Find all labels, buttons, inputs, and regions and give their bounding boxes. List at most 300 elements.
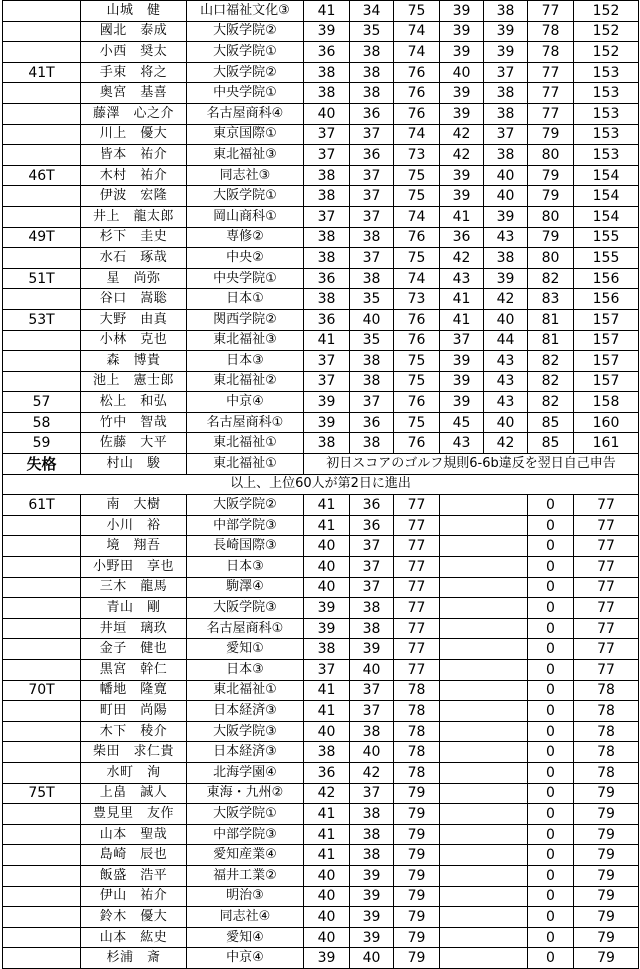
- day2-blank-cell: [440, 701, 528, 722]
- position-cell: 46T: [3, 165, 81, 186]
- round2-score-cell: 37: [350, 680, 394, 701]
- table-row: [3, 536, 639, 557]
- disqualification-note: 初日スコアのゴルフ規則6-6b違反を翌日自己申告: [304, 454, 639, 475]
- day2-total-cell: 0: [528, 948, 574, 969]
- table-row: [3, 330, 639, 351]
- day2-total-cell: 78: [528, 21, 574, 42]
- position-cell: [3, 289, 81, 310]
- table-row: [3, 762, 639, 783]
- round1-score-cell: 36: [304, 268, 350, 289]
- day2-blank-cell: [440, 804, 528, 825]
- day1-total-cell: 74: [394, 21, 440, 42]
- day2-blank-cell: [440, 660, 528, 681]
- day2-total-cell: 0: [528, 680, 574, 701]
- round4-score-cell: 43: [484, 392, 528, 413]
- player-name-cell: 鈴木 優大: [81, 907, 187, 928]
- position-cell: [3, 804, 81, 825]
- round1-score-cell: 41: [304, 804, 350, 825]
- day1-total-cell: 74: [394, 206, 440, 227]
- grand-total-cell: 78: [574, 701, 639, 722]
- day1-total-cell: 79: [394, 927, 440, 948]
- player-name-cell: 島崎 辰也: [81, 845, 187, 866]
- player-name-cell: 青山 剛: [81, 598, 187, 619]
- player-name-cell: 水町 洵: [81, 762, 187, 783]
- table-row: [3, 495, 639, 516]
- school-cell: 大阪学院②: [187, 21, 304, 42]
- grand-total-cell: 152: [574, 1, 639, 22]
- day2-total-cell: 0: [528, 721, 574, 742]
- school-cell: 中京④: [187, 392, 304, 413]
- day1-total-cell: 78: [394, 701, 440, 722]
- round4-score-cell: 40: [484, 186, 528, 207]
- round4-score-cell: 43: [484, 371, 528, 392]
- day1-total-cell: 74: [394, 268, 440, 289]
- player-name-cell: 黒宮 幹仁: [81, 660, 187, 681]
- day1-total-cell: 74: [394, 124, 440, 145]
- position-cell: [3, 845, 81, 866]
- table-row: [3, 824, 639, 845]
- player-name-cell: 井上 龍太郎: [81, 206, 187, 227]
- school-cell: 中央学院①: [187, 83, 304, 104]
- day2-blank-cell: [440, 515, 528, 536]
- player-name-cell: 豊見里 友作: [81, 804, 187, 825]
- grand-total-cell: 79: [574, 886, 639, 907]
- school-cell: 大阪学院③: [187, 598, 304, 619]
- round1-score-cell: 37: [304, 145, 350, 166]
- day1-total-cell: 77: [394, 639, 440, 660]
- round1-score-cell: 41: [304, 680, 350, 701]
- round1-score-cell: 36: [304, 42, 350, 63]
- table-row: [3, 289, 639, 310]
- table-row: [3, 392, 639, 413]
- grand-total-cell: 77: [574, 598, 639, 619]
- round4-score-cell: 39: [484, 42, 528, 63]
- school-cell: 北海学園④: [187, 762, 304, 783]
- day1-total-cell: 74: [394, 42, 440, 63]
- table-row: [3, 165, 639, 186]
- school-cell: 日本③: [187, 351, 304, 372]
- grand-total-cell: 153: [574, 124, 639, 145]
- round4-score-cell: 37: [484, 62, 528, 83]
- grand-total-cell: 152: [574, 42, 639, 63]
- table-row: [3, 886, 639, 907]
- position-cell: [3, 948, 81, 969]
- grand-total-cell: 153: [574, 83, 639, 104]
- player-name-cell: 川上 優大: [81, 124, 187, 145]
- round4-score-cell: 38: [484, 145, 528, 166]
- day2-total-cell: 78: [528, 42, 574, 63]
- school-cell: 日本①: [187, 289, 304, 310]
- round4-score-cell: 38: [484, 83, 528, 104]
- round3-score-cell: 39: [440, 165, 484, 186]
- round1-score-cell: 39: [304, 948, 350, 969]
- player-name-cell: 山本 聖哉: [81, 824, 187, 845]
- player-name-cell: 竹中 智哉: [81, 412, 187, 433]
- player-name-cell: 木村 祐介: [81, 165, 187, 186]
- round1-score-cell: 40: [304, 721, 350, 742]
- round1-score-cell: 39: [304, 618, 350, 639]
- day2-total-cell: 0: [528, 598, 574, 619]
- table-row: [3, 268, 639, 289]
- day1-total-cell: 77: [394, 598, 440, 619]
- round4-score-cell: 40: [484, 309, 528, 330]
- day2-blank-cell: [440, 907, 528, 928]
- round1-score-cell: 40: [304, 577, 350, 598]
- round2-score-cell: 36: [350, 495, 394, 516]
- grand-total-cell: 78: [574, 721, 639, 742]
- round2-score-cell: 40: [350, 660, 394, 681]
- day1-total-cell: 77: [394, 536, 440, 557]
- player-name-cell: 池上 憲士郎: [81, 371, 187, 392]
- day1-total-cell: 76: [394, 392, 440, 413]
- player-name-cell: 國北 泰成: [81, 21, 187, 42]
- day2-total-cell: 82: [528, 351, 574, 372]
- round3-score-cell: 39: [440, 1, 484, 22]
- table-row: [3, 845, 639, 866]
- round2-score-cell: 37: [350, 577, 394, 598]
- day2-total-cell: 82: [528, 371, 574, 392]
- round4-score-cell: 42: [484, 289, 528, 310]
- position-cell: 59: [3, 433, 81, 454]
- grand-total-cell: 156: [574, 268, 639, 289]
- grand-total-cell: 79: [574, 948, 639, 969]
- table-row: [3, 103, 639, 124]
- school-cell: 名古屋商科④: [187, 103, 304, 124]
- round4-score-cell: 38: [484, 248, 528, 269]
- round1-score-cell: 39: [304, 598, 350, 619]
- round2-score-cell: 39: [350, 886, 394, 907]
- round1-score-cell: 41: [304, 495, 350, 516]
- round3-score-cell: 41: [440, 289, 484, 310]
- table-row: [3, 865, 639, 886]
- round1-score-cell: 36: [304, 309, 350, 330]
- day1-total-cell: 79: [394, 865, 440, 886]
- round1-score-cell: 38: [304, 165, 350, 186]
- day2-total-cell: 80: [528, 206, 574, 227]
- school-cell: 愛知産業④: [187, 845, 304, 866]
- round1-score-cell: 41: [304, 515, 350, 536]
- day2-blank-cell: [440, 577, 528, 598]
- player-name-cell: 奥宮 基喜: [81, 83, 187, 104]
- round3-score-cell: 39: [440, 103, 484, 124]
- position-cell: [3, 1, 81, 22]
- round2-score-cell: 38: [350, 721, 394, 742]
- table-row: [3, 701, 639, 722]
- round1-score-cell: 36: [304, 762, 350, 783]
- day1-total-cell: 78: [394, 721, 440, 742]
- position-cell: [3, 536, 81, 557]
- day2-total-cell: 0: [528, 762, 574, 783]
- round2-score-cell: 38: [350, 824, 394, 845]
- school-cell: 愛知④: [187, 927, 304, 948]
- day1-total-cell: 73: [394, 145, 440, 166]
- round2-score-cell: 38: [350, 618, 394, 639]
- table-row: [3, 42, 639, 63]
- player-name-cell: 谷口 嵩聡: [81, 289, 187, 310]
- results-table: [2, 0, 639, 969]
- table-row: [3, 309, 639, 330]
- table-row: [3, 680, 639, 701]
- school-cell: 岡山商科①: [187, 206, 304, 227]
- round4-score-cell: 38: [484, 1, 528, 22]
- round3-score-cell: 37: [440, 330, 484, 351]
- round3-score-cell: 40: [440, 62, 484, 83]
- round2-score-cell: 39: [350, 907, 394, 928]
- position-cell: 53T: [3, 309, 81, 330]
- position-cell: 61T: [3, 495, 81, 516]
- position-cell: [3, 639, 81, 660]
- day2-blank-cell: [440, 845, 528, 866]
- school-cell: 中央学院①: [187, 268, 304, 289]
- table-row: [3, 907, 639, 928]
- round1-score-cell: 40: [304, 536, 350, 557]
- day2-blank-cell: [440, 598, 528, 619]
- round3-score-cell: 39: [440, 392, 484, 413]
- position-cell: 41T: [3, 62, 81, 83]
- day1-total-cell: 76: [394, 227, 440, 248]
- day2-total-cell: 0: [528, 845, 574, 866]
- table-row: [3, 804, 639, 825]
- position-cell: 57: [3, 392, 81, 413]
- day1-total-cell: 75: [394, 186, 440, 207]
- grand-total-cell: 77: [574, 577, 639, 598]
- round3-score-cell: 42: [440, 145, 484, 166]
- table-row: [3, 227, 639, 248]
- school-cell: 日本経済③: [187, 742, 304, 763]
- day2-total-cell: 0: [528, 660, 574, 681]
- player-name-cell: 伊山 祐介: [81, 886, 187, 907]
- position-cell: [3, 865, 81, 886]
- position-cell: 49T: [3, 227, 81, 248]
- round4-score-cell: 43: [484, 351, 528, 372]
- grand-total-cell: 160: [574, 412, 639, 433]
- player-name-cell: 山本 紘史: [81, 927, 187, 948]
- grand-total-cell: 161: [574, 433, 639, 454]
- round2-score-cell: 38: [350, 845, 394, 866]
- day1-total-cell: 76: [394, 83, 440, 104]
- position-cell: [3, 248, 81, 269]
- round2-score-cell: 38: [350, 804, 394, 825]
- day1-total-cell: 76: [394, 330, 440, 351]
- round3-score-cell: 39: [440, 351, 484, 372]
- round2-score-cell: 38: [350, 371, 394, 392]
- round3-score-cell: 39: [440, 42, 484, 63]
- day2-total-cell: 0: [528, 804, 574, 825]
- day2-total-cell: 0: [528, 886, 574, 907]
- round3-score-cell: 41: [440, 206, 484, 227]
- grand-total-cell: 79: [574, 824, 639, 845]
- day2-blank-cell: [440, 639, 528, 660]
- round2-score-cell: 37: [350, 392, 394, 413]
- position-cell: [3, 660, 81, 681]
- round2-score-cell: 38: [350, 268, 394, 289]
- round1-score-cell: 41: [304, 1, 350, 22]
- cut-line-row: [3, 474, 639, 495]
- day2-total-cell: 81: [528, 330, 574, 351]
- round2-score-cell: 35: [350, 21, 394, 42]
- school-cell: 同志社③: [187, 165, 304, 186]
- round1-score-cell: 40: [304, 886, 350, 907]
- player-name-cell: 柴田 求仁貴: [81, 742, 187, 763]
- round2-score-cell: 40: [350, 948, 394, 969]
- grand-total-cell: 155: [574, 227, 639, 248]
- position-cell: [3, 515, 81, 536]
- day1-total-cell: 76: [394, 103, 440, 124]
- position-cell: [3, 557, 81, 578]
- round1-score-cell: 38: [304, 227, 350, 248]
- round2-score-cell: 37: [350, 701, 394, 722]
- school-cell: 中京④: [187, 948, 304, 969]
- school-cell: 東北福祉①: [187, 433, 304, 454]
- player-name-cell: 村山 駿: [81, 454, 187, 475]
- round2-score-cell: 36: [350, 515, 394, 536]
- day2-total-cell: 0: [528, 907, 574, 928]
- day2-total-cell: 77: [528, 83, 574, 104]
- school-cell: 駒澤④: [187, 577, 304, 598]
- player-name-cell: 小林 克也: [81, 330, 187, 351]
- school-cell: 同志社④: [187, 907, 304, 928]
- player-name-cell: 杉浦 斎: [81, 948, 187, 969]
- round3-score-cell: 42: [440, 124, 484, 145]
- round1-score-cell: 41: [304, 701, 350, 722]
- table-row: [3, 927, 639, 948]
- position-cell: [3, 330, 81, 351]
- day1-total-cell: 79: [394, 783, 440, 804]
- school-cell: 中部学院③: [187, 515, 304, 536]
- position-cell: [3, 701, 81, 722]
- round3-score-cell: 39: [440, 186, 484, 207]
- round3-score-cell: 45: [440, 412, 484, 433]
- day1-total-cell: 75: [394, 248, 440, 269]
- round2-score-cell: 39: [350, 927, 394, 948]
- position-cell: [3, 145, 81, 166]
- player-name-cell: 井垣 璃玖: [81, 618, 187, 639]
- position-cell: 58: [3, 412, 81, 433]
- round3-score-cell: 43: [440, 268, 484, 289]
- round2-score-cell: 36: [350, 145, 394, 166]
- round2-score-cell: 40: [350, 742, 394, 763]
- player-name-cell: 木下 稜介: [81, 721, 187, 742]
- position-cell: [3, 762, 81, 783]
- player-name-cell: 金子 健也: [81, 639, 187, 660]
- school-cell: 福井工業②: [187, 865, 304, 886]
- day1-total-cell: 79: [394, 804, 440, 825]
- day1-total-cell: 79: [394, 845, 440, 866]
- day2-total-cell: 83: [528, 289, 574, 310]
- day2-total-cell: 0: [528, 701, 574, 722]
- round2-score-cell: 38: [350, 433, 394, 454]
- round1-score-cell: 41: [304, 330, 350, 351]
- day2-blank-cell: [440, 557, 528, 578]
- school-cell: 大阪学院①: [187, 186, 304, 207]
- day2-blank-cell: [440, 495, 528, 516]
- round2-score-cell: 38: [350, 83, 394, 104]
- day1-total-cell: 73: [394, 289, 440, 310]
- round2-score-cell: 38: [350, 351, 394, 372]
- day2-total-cell: 85: [528, 412, 574, 433]
- grand-total-cell: 79: [574, 927, 639, 948]
- round2-score-cell: 38: [350, 598, 394, 619]
- round2-score-cell: 37: [350, 186, 394, 207]
- day1-total-cell: 76: [394, 433, 440, 454]
- school-cell: 明治③: [187, 886, 304, 907]
- round2-score-cell: 39: [350, 865, 394, 886]
- player-name-cell: 小野田 享也: [81, 557, 187, 578]
- position-cell: [3, 206, 81, 227]
- results-sheet: [2, 0, 638, 969]
- day1-total-cell: 75: [394, 1, 440, 22]
- school-cell: 専修②: [187, 227, 304, 248]
- day2-total-cell: 79: [528, 186, 574, 207]
- player-name-cell: 飯盛 浩平: [81, 865, 187, 886]
- grand-total-cell: 155: [574, 248, 639, 269]
- round2-score-cell: 37: [350, 165, 394, 186]
- position-cell: [3, 598, 81, 619]
- table-row: [3, 639, 639, 660]
- day1-total-cell: 78: [394, 742, 440, 763]
- position-cell: [3, 721, 81, 742]
- day2-blank-cell: [440, 824, 528, 845]
- day2-blank-cell: [440, 536, 528, 557]
- grand-total-cell: 153: [574, 145, 639, 166]
- day2-total-cell: 77: [528, 103, 574, 124]
- table-row: [3, 412, 639, 433]
- school-cell: 長崎国際③: [187, 536, 304, 557]
- table-row: [3, 145, 639, 166]
- day2-total-cell: 0: [528, 557, 574, 578]
- round1-score-cell: 40: [304, 103, 350, 124]
- position-cell: [3, 186, 81, 207]
- day2-blank-cell: [440, 721, 528, 742]
- day1-total-cell: 77: [394, 618, 440, 639]
- player-name-cell: 佐藤 大平: [81, 433, 187, 454]
- day2-total-cell: 82: [528, 392, 574, 413]
- day2-blank-cell: [440, 783, 528, 804]
- table-row: [3, 62, 639, 83]
- table-row: [3, 351, 639, 372]
- round2-score-cell: 36: [350, 412, 394, 433]
- round1-score-cell: 37: [304, 660, 350, 681]
- player-name-cell: 森 博貴: [81, 351, 187, 372]
- round1-score-cell: 38: [304, 186, 350, 207]
- day2-total-cell: 82: [528, 268, 574, 289]
- school-cell: 大阪学院②: [187, 62, 304, 83]
- round1-score-cell: 37: [304, 351, 350, 372]
- round4-score-cell: 42: [484, 433, 528, 454]
- day2-total-cell: 0: [528, 536, 574, 557]
- table-row: [3, 660, 639, 681]
- day2-total-cell: 79: [528, 165, 574, 186]
- grand-total-cell: 152: [574, 21, 639, 42]
- table-row: [3, 515, 639, 536]
- player-name-cell: 南 大樹: [81, 495, 187, 516]
- round1-score-cell: 38: [304, 433, 350, 454]
- day2-blank-cell: [440, 948, 528, 969]
- round2-score-cell: 34: [350, 1, 394, 22]
- round1-score-cell: 37: [304, 124, 350, 145]
- round1-score-cell: 37: [304, 371, 350, 392]
- day1-total-cell: 77: [394, 577, 440, 598]
- position-cell: [3, 577, 81, 598]
- table-row: [3, 721, 639, 742]
- round2-score-cell: 36: [350, 103, 394, 124]
- school-cell: 東北福祉②: [187, 371, 304, 392]
- grand-total-cell: 79: [574, 907, 639, 928]
- round4-score-cell: 43: [484, 227, 528, 248]
- round3-score-cell: 39: [440, 21, 484, 42]
- round3-score-cell: 43: [440, 433, 484, 454]
- round3-score-cell: 39: [440, 83, 484, 104]
